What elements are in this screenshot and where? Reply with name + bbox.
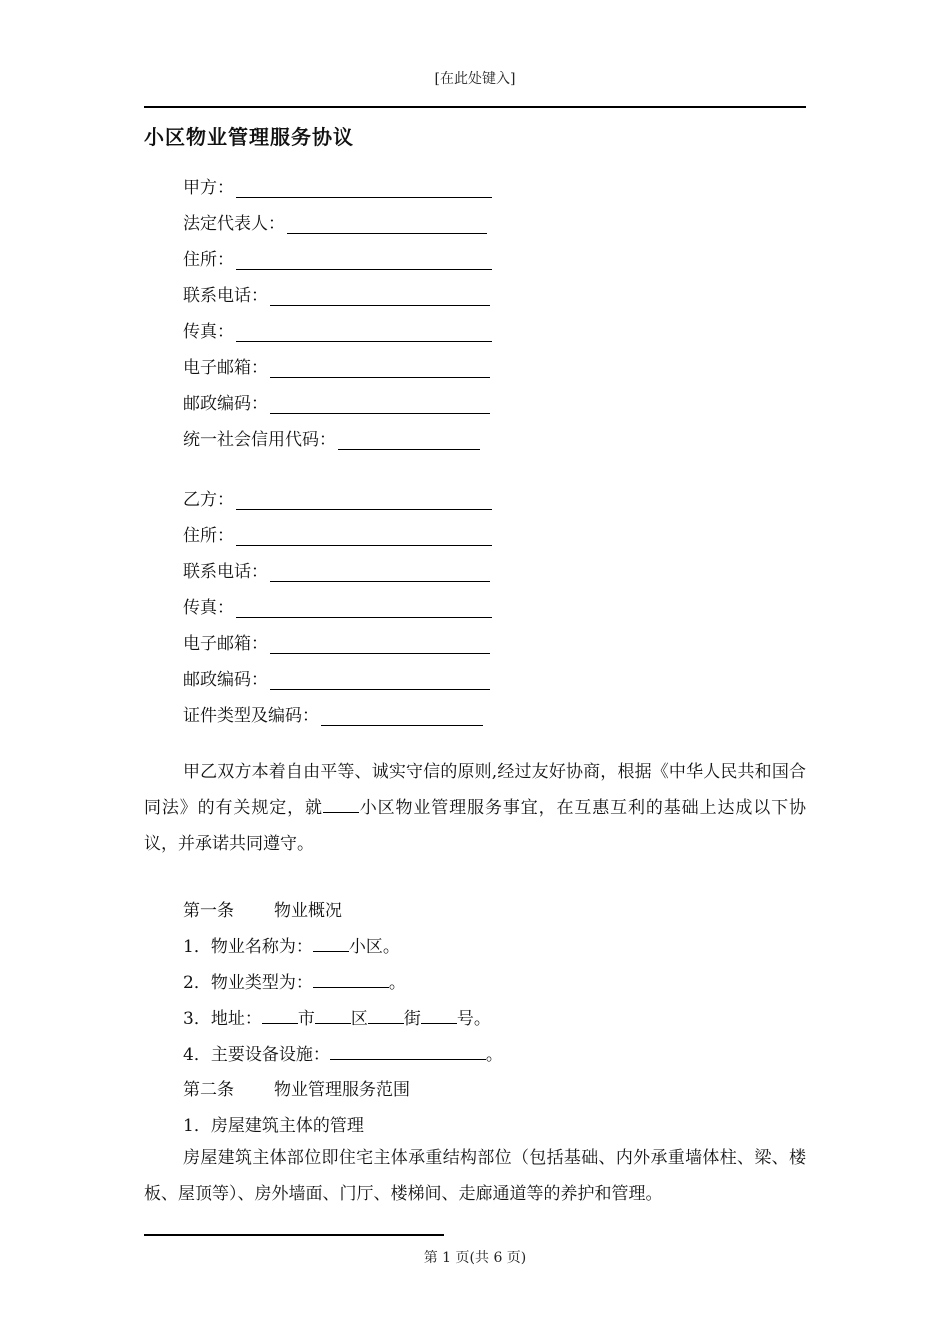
facilities-blank[interactable] (330, 1041, 486, 1060)
party-a-address-field (183, 242, 492, 270)
fill-line[interactable] (270, 669, 490, 690)
party-b-name-field (183, 482, 492, 510)
fill-line[interactable] (270, 357, 490, 378)
item-text: 4．主要设备设施： (183, 1045, 330, 1065)
preamble-text: 甲乙双方本着自由平等、诚实守信的原则,经过友好协商，根据《中华人民共和国合同法》的有关规定，就 (144, 762, 806, 818)
field-label: 证件类型及编码： (183, 706, 319, 726)
fill-line[interactable] (287, 213, 487, 234)
party-b-address-field (183, 518, 492, 546)
field-label: 住所： (183, 250, 234, 270)
item-text: 2．物业类型为： (183, 973, 313, 993)
article-1-item-4 (183, 1040, 503, 1065)
field-label: 传真： (183, 322, 234, 342)
fill-line[interactable] (270, 561, 490, 582)
fill-line[interactable] (236, 249, 492, 270)
article-1-heading (183, 896, 342, 921)
preamble-paragraph (144, 754, 806, 862)
article-title: 物业管理服务范围 (274, 1080, 410, 1100)
fill-line[interactable] (321, 705, 483, 726)
fill-line[interactable] (270, 633, 490, 654)
field-label: 联系电话： (183, 286, 268, 306)
item-text: 3．地址： (183, 1009, 262, 1029)
party-a-name-field (183, 170, 492, 198)
party-b-phone-field (183, 554, 490, 582)
footer-divider (144, 1234, 444, 1236)
number-blank[interactable] (421, 1005, 457, 1024)
city-blank[interactable] (262, 1005, 298, 1024)
document-title: 小区物业管理服务协议 (144, 125, 354, 149)
item-text: 街 (403, 1009, 421, 1029)
field-label: 电子邮箱： (183, 358, 268, 378)
article-number: 第二条 (183, 1080, 234, 1100)
fill-line[interactable] (236, 177, 492, 198)
item-text: 。 (388, 973, 406, 993)
article-2-item-1: 1．房屋建筑主体的管理 (183, 1116, 364, 1136)
article-1-item-3 (183, 1004, 491, 1029)
article-1-item-2 (183, 968, 406, 993)
party-b-email-field (183, 626, 490, 654)
party-a-legal-rep-field (183, 206, 487, 234)
party-a-credit-code-field (183, 422, 480, 450)
street-blank[interactable] (368, 1005, 404, 1024)
property-name-blank[interactable] (313, 933, 349, 952)
item-text: 号。 (456, 1009, 491, 1029)
property-type-blank[interactable] (313, 969, 389, 988)
party-a-email-field (183, 350, 490, 378)
party-b-postcode-field (183, 662, 490, 690)
item-text: 小区。 (348, 937, 400, 957)
field-label: 住所： (183, 526, 234, 546)
party-b-id-field (183, 698, 483, 726)
party-a-postcode-field (183, 386, 490, 414)
field-label: 联系电话： (183, 562, 268, 582)
party-a-phone-field (183, 278, 490, 306)
fill-line[interactable] (236, 597, 492, 618)
fill-line[interactable] (270, 285, 490, 306)
fill-line[interactable] (236, 525, 492, 546)
party-b-fax-field (183, 590, 492, 618)
preamble-text: 小区物业管理服务事宜，在互惠互利的基础上达成以下协议，并承诺共同遵守。 (144, 798, 807, 854)
field-label: 传真： (183, 598, 234, 618)
fill-line[interactable] (270, 393, 490, 414)
article-2-paragraph: 房屋建筑主体部位即住宅主体承重结构部位（包括基础、内外承重墙体柱、梁、楼板、屋顶等）、房外墙面、门厅、楼梯间、走廊通道等的养护和管理。 (144, 1148, 806, 1204)
article-title: 物业概况 (274, 901, 342, 921)
field-label: 邮政编码： (183, 394, 268, 414)
district-blank[interactable] (315, 1005, 351, 1024)
item-text: 。 (485, 1045, 503, 1065)
field-label: 电子邮箱： (183, 634, 268, 654)
field-label: 甲方： (183, 178, 234, 198)
field-label: 邮政编码： (183, 670, 268, 690)
item-text: 市 (297, 1009, 315, 1029)
article-number: 第一条 (183, 901, 234, 921)
article-1-item-1 (183, 932, 400, 957)
item-text: 1．物业名称为： (183, 937, 313, 957)
header-divider (144, 106, 806, 108)
fill-line[interactable] (338, 429, 480, 450)
item-text: 区 (350, 1009, 368, 1029)
party-a-fax-field (183, 314, 492, 342)
page-header: [在此处键入] (434, 71, 516, 87)
fill-line[interactable] (236, 321, 492, 342)
field-label: 乙方： (183, 490, 234, 510)
field-label: 统一社会信用代码： (183, 430, 336, 450)
fill-line[interactable] (236, 489, 492, 510)
page-footer: 第 1 页(共 6 页) (423, 1250, 527, 1266)
community-name-blank[interactable] (323, 794, 359, 813)
article-2-heading (183, 1075, 410, 1100)
field-label: 法定代表人： (183, 214, 285, 234)
